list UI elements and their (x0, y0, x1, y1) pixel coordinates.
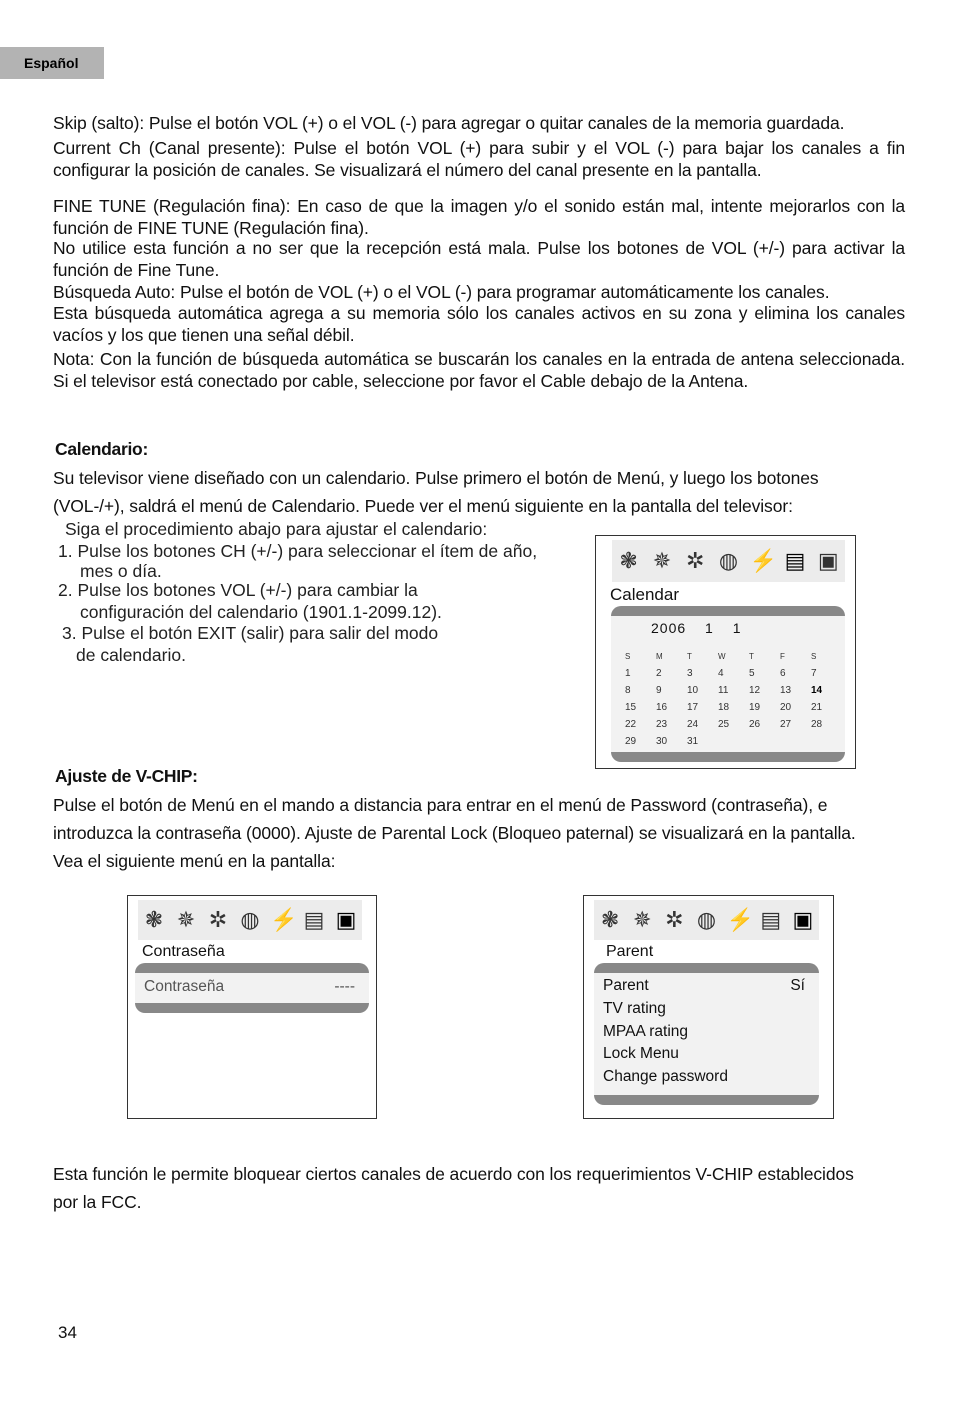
menu-item-label: Change password (603, 1068, 728, 1085)
password-field[interactable] (144, 978, 355, 996)
calendar-date-cell: 10 (687, 685, 699, 696)
calendar-date-cell: 16 (656, 702, 668, 713)
calendar-heading: Calendario: (55, 439, 148, 459)
step-2-cont: configuración del calendario (1901.1-2099.12). (80, 601, 442, 622)
step-1: 1. Pulse los botones CH (+/-) para seleccionar el ítem de año, (58, 540, 538, 561)
day-header: F (780, 652, 785, 661)
day-header: T (749, 652, 754, 661)
calendar-date-cell: 21 (811, 702, 823, 713)
vchip-heading: Ajuste de V-CHIP: (55, 766, 198, 786)
parent-panel (594, 963, 819, 1105)
vchip-intro-line-2: introduzca la contraseña (0000). Ajuste de Parental Lock (Bloqueo paternal) se visualizará en la pantalla. (53, 823, 856, 843)
lock-icon: ▣ (335, 907, 357, 932)
menu-item-change-password[interactable] (603, 1068, 805, 1086)
password-screen (127, 895, 377, 1119)
calendar-date-cell: 6 (780, 668, 786, 679)
calendar-date-cell: 24 (687, 719, 699, 730)
menu-item-lock-menu[interactable] (603, 1045, 805, 1063)
password-screen-title: Contraseña (142, 943, 225, 960)
calendar-date-cell: 28 (811, 719, 823, 730)
calendar-date-cell: 1 (625, 668, 631, 679)
function-icon: ✲ (685, 548, 705, 573)
vchip-footer-line-1: Esta función le permite bloquear ciertos canales de acuerdo con los requerimientos V-CHIP establecidos (53, 1164, 854, 1184)
calendar-date-cell: 19 (749, 702, 761, 713)
calendar-screen-title: Calendar (610, 585, 679, 604)
auto-search-paragraph: Búsqueda Auto: Pulse el botón de VOL (+) o el VOL (-) para programar automáticamente los canales. (53, 282, 830, 302)
calendar-date-cell: 12 (749, 685, 761, 696)
calendar-intro-line-1: Su televisor viene diseñado con un calendario. Pulse primero el botón de Menú, y luego los botones (53, 468, 819, 488)
calendar-screen (595, 535, 856, 769)
calendar-date-cell: 4 (718, 668, 724, 679)
lock-icon: ▣ (817, 548, 839, 573)
calendar-icon: ▤ (760, 907, 782, 932)
function-icon: ✲ (665, 907, 684, 932)
menu-item-label: Lock Menu (603, 1045, 679, 1062)
picture-icon: ❃ (619, 548, 638, 573)
calendar-date-cell: 2 (656, 668, 662, 679)
step-2: 2. Pulse los botones VOL (+/-) para cambiar la (58, 580, 418, 600)
calendar-date-cell: 3 (687, 668, 693, 679)
step-3: 3. Pulse el botón EXIT (salir) para salir del modo (62, 623, 439, 643)
steps-intro: Siga el procedimiento abajo para ajustar el calendario: (65, 519, 488, 539)
page-number: 34 (58, 1323, 77, 1342)
calendar-date-cell: 8 (625, 685, 631, 696)
icon-bar (594, 900, 819, 940)
calendar-date-cell: 17 (687, 702, 699, 713)
calendar-date-cell: 25 (718, 719, 730, 730)
icon-bar (138, 900, 362, 940)
menu-item-label: Parent (603, 977, 649, 994)
calendar-grid (625, 648, 842, 750)
calendar-date-cell: 31 (687, 736, 699, 747)
calendar-date-cell: 18 (718, 702, 730, 713)
calendar-date-cell: 30 (656, 736, 668, 747)
calendar-date-cell: 13 (780, 685, 792, 696)
menu-item-value: Sí (790, 977, 805, 994)
current-ch-paragraph: Current Ch (Canal presente): Pulse el botón VOL (+) para subir y el VOL (-) para bajar los canales a fin configurar la posición de canales. Se visualizará el número del canal presente en la pantalla. (53, 138, 905, 180)
menu-item-tv-rating[interactable] (603, 1000, 805, 1018)
picture-icon: ❃ (600, 907, 620, 932)
auto-search-desc-paragraph: Esta búsqueda automática agrega a su memoria sólo los canales activos en su zona y elimina los canales vacíos y los que tienen una señal débil. (53, 303, 905, 345)
calendar-day-headers (625, 648, 842, 665)
language-tab: Español (0, 47, 104, 79)
channel-icon: ⚡ (749, 548, 778, 573)
calendar-date-cell: 20 (780, 702, 792, 713)
channel-icon: ⚡ (270, 907, 298, 932)
note-paragraph: Nota: Con la función de búsqueda automática se buscarán los canales en la entrada de antena seleccionada. Si el televisor está conectado por cable, seleccione por favor el Cable debajo de la Antena. (53, 349, 905, 391)
day-header: W (718, 652, 726, 661)
calendar-date-cell: 9 (656, 685, 662, 696)
menu-item-mpaa-rating[interactable] (603, 1023, 805, 1041)
calendar-date (651, 620, 756, 636)
calendar-today-cell: 14 (811, 685, 823, 696)
calendar-date-cell: 29 (625, 736, 637, 747)
calendar-day[interactable]: 1 (732, 620, 742, 636)
calendar-date-cell: 22 (625, 719, 637, 730)
fine-tune-paragraph: FINE TUNE (Regulación fina): En caso de que la imagen y/o el sonido están mal, intente mejorarlos con la función de FINE TUNE (Regulación fina). (53, 196, 905, 238)
password-value: ---- (334, 978, 355, 995)
calendar-panel (611, 606, 845, 762)
calendar-date-cell (718, 733, 749, 750)
password-label: Contraseña (144, 978, 225, 995)
parent-screen-title: Parent (606, 943, 654, 960)
icon-bar (612, 540, 845, 582)
globe-icon: ◍ (718, 548, 739, 573)
calendar-week (625, 733, 842, 750)
calendar-intro-line-2: (VOL-/+), saldrá el menú de Calendario. Puede ver el menú siguiente en la pantalla del televisor: (53, 496, 793, 516)
day-header: T (687, 652, 692, 661)
globe-icon: ◍ (696, 907, 717, 932)
menu-item-label: TV rating (603, 1000, 666, 1017)
calendar-month[interactable]: 1 (705, 620, 714, 636)
password-panel (135, 963, 369, 1013)
day-header: S (625, 652, 631, 661)
calendar-date-cell: 7 (811, 668, 817, 679)
calendar-date-cell: 15 (625, 702, 637, 713)
picture-icon: ❃ (144, 907, 164, 932)
skip-paragraph: Skip (salto): Pulse el botón VOL (+) o el VOL (-) para agregar o quitar canales de la memoria guardada. (53, 113, 845, 133)
function-icon: ✲ (208, 907, 228, 932)
calendar-date-cell (811, 733, 842, 750)
fine-tune-note-paragraph: No utilice esta función a no ser que la recepción está mala. Pulse los botones de VOL (+/-) para activar la función de Fine Tune. (53, 238, 905, 280)
calendar-date-cell (749, 733, 780, 750)
vchip-footer-line-2: por la FCC. (53, 1192, 142, 1212)
calendar-date-cell: 27 (780, 719, 792, 730)
step-1-cont: mes o día. (80, 561, 162, 581)
day-header: S (811, 652, 817, 661)
sound-icon: ✵ (632, 907, 652, 932)
sound-icon: ✵ (652, 548, 672, 573)
calendar-date-cell (780, 733, 811, 750)
menu-item-parent[interactable] (603, 977, 805, 995)
day-header: M (656, 652, 663, 661)
calendar-icon: ▤ (784, 548, 806, 573)
calendar-week (625, 682, 842, 699)
menu-item-label: MPAA rating (603, 1023, 689, 1040)
calendar-year[interactable]: 2006 (651, 620, 687, 636)
sound-icon: ✵ (176, 907, 196, 932)
calendar-week (625, 665, 842, 682)
calendar-date-cell: 26 (749, 719, 761, 730)
lock-icon: ▣ (792, 907, 814, 932)
parent-screen (583, 895, 834, 1119)
calendar-icon: ▤ (303, 907, 325, 932)
calendar-date-cell: 23 (656, 719, 668, 730)
calendar-week (625, 716, 842, 733)
vchip-intro-line-1: Pulse el botón de Menú en el mando a distancia para entrar en el menú de Password (contraseña), e (53, 795, 828, 815)
globe-icon: ◍ (240, 907, 260, 932)
calendar-week (625, 699, 842, 716)
channel-icon: ⚡ (726, 907, 755, 932)
calendar-date-cell: 11 (718, 685, 729, 696)
calendar-date-cell: 5 (749, 668, 755, 679)
vchip-intro-line-3: Vea el siguiente menú en la pantalla: (53, 851, 336, 871)
step-3-cont: de calendario. (76, 644, 186, 665)
calendar-steps (58, 519, 578, 666)
